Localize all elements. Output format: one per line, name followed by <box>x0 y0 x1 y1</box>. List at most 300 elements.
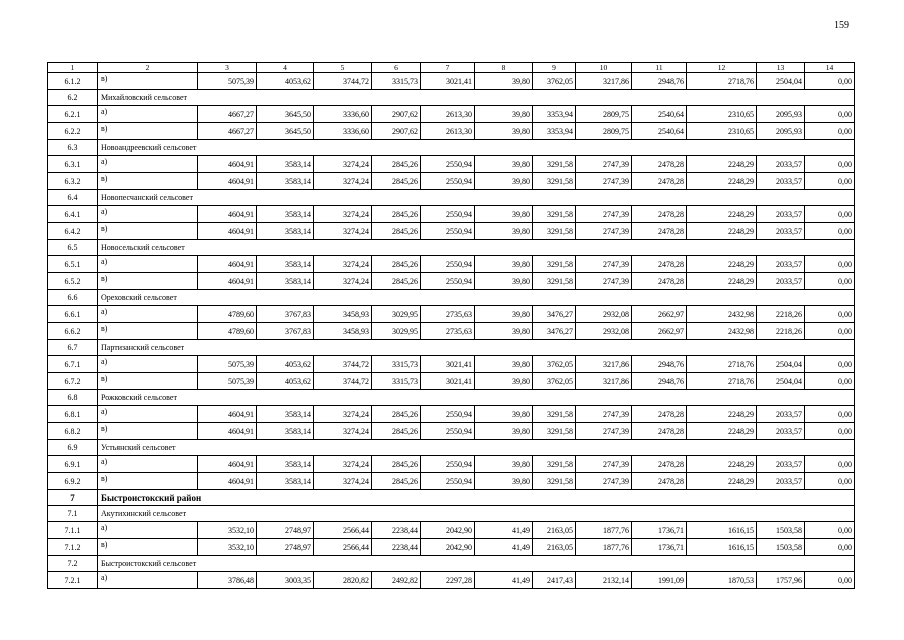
value-cell: 2042,90 <box>421 522 475 539</box>
value-cell: 2662,97 <box>632 306 687 323</box>
row-code: 6.9.2 <box>48 473 98 490</box>
value-cell: 39,80 <box>475 356 533 373</box>
value-cell: 3583,14 <box>257 473 314 490</box>
section-header-row <box>48 140 855 156</box>
value-cell: 3274,24 <box>314 206 372 223</box>
section-title: Новопесчанский сельсовет <box>98 190 855 206</box>
value-cell: 2948,76 <box>632 73 687 90</box>
value-cell: 2033,57 <box>757 473 805 490</box>
value-cell: 0,00 <box>805 423 855 440</box>
value-cell: 3353,94 <box>533 106 576 123</box>
value-cell: 39,80 <box>475 306 533 323</box>
value-cell: 3291,58 <box>533 456 576 473</box>
value-cell: 3291,58 <box>533 256 576 273</box>
value-cell: 2747,39 <box>576 473 632 490</box>
value-cell: 2478,28 <box>632 156 687 173</box>
row-code: 6.7.2 <box>48 373 98 390</box>
value-cell: 4053,62 <box>257 373 314 390</box>
value-cell: 2550,94 <box>421 473 475 490</box>
value-cell: 2248,29 <box>687 223 757 240</box>
value-cell: 2948,76 <box>632 373 687 390</box>
row-subitem: в) <box>98 123 198 140</box>
value-cell: 3217,86 <box>576 373 632 390</box>
row-subitem: а) <box>98 156 198 173</box>
value-cell: 2248,29 <box>687 206 757 223</box>
value-cell: 0,00 <box>805 373 855 390</box>
value-cell: 2042,90 <box>421 539 475 556</box>
value-cell: 2033,57 <box>757 223 805 240</box>
value-cell: 5075,39 <box>198 73 257 90</box>
row-subitem: а) <box>98 572 198 589</box>
value-cell: 2550,94 <box>421 223 475 240</box>
value-cell: 0,00 <box>805 106 855 123</box>
row-code: 6.1.2 <box>48 73 98 90</box>
value-cell: 2932,08 <box>576 306 632 323</box>
value-cell: 1877,76 <box>576 539 632 556</box>
row-code: 7 <box>48 490 98 506</box>
value-cell: 3291,58 <box>533 223 576 240</box>
value-cell: 2809,75 <box>576 106 632 123</box>
table-row <box>48 423 855 440</box>
row-code: 6.2.1 <box>48 106 98 123</box>
value-cell: 3762,05 <box>533 356 576 373</box>
value-cell: 2747,39 <box>576 206 632 223</box>
value-cell: 2747,39 <box>576 173 632 190</box>
value-cell: 4604,91 <box>198 173 257 190</box>
value-cell: 3274,24 <box>314 156 372 173</box>
value-cell: 3274,24 <box>314 223 372 240</box>
row-code: 6.8.1 <box>48 406 98 423</box>
value-cell: 2478,28 <box>632 256 687 273</box>
value-cell: 2297,28 <box>421 572 475 589</box>
value-cell: 41,49 <box>475 539 533 556</box>
value-cell: 3021,41 <box>421 373 475 390</box>
value-cell: 2504,04 <box>757 356 805 373</box>
value-cell: 2747,39 <box>576 406 632 423</box>
table-row <box>48 123 855 140</box>
value-cell: 3336,60 <box>314 106 372 123</box>
value-cell: 2238,44 <box>372 539 421 556</box>
value-cell: 0,00 <box>805 406 855 423</box>
value-cell: 3583,14 <box>257 206 314 223</box>
value-cell: 0,00 <box>805 473 855 490</box>
value-cell: 5075,39 <box>198 356 257 373</box>
value-cell: 2845,26 <box>372 223 421 240</box>
value-cell: 0,00 <box>805 539 855 556</box>
row-code: 6.8.2 <box>48 423 98 440</box>
value-cell: 1877,76 <box>576 522 632 539</box>
section-title: Михайловский сельсовет <box>98 90 855 106</box>
value-cell: 0,00 <box>805 522 855 539</box>
value-cell: 3762,05 <box>533 373 576 390</box>
value-cell: 2845,26 <box>372 423 421 440</box>
value-cell: 2248,29 <box>687 473 757 490</box>
value-cell: 3291,58 <box>533 206 576 223</box>
value-cell: 3274,24 <box>314 456 372 473</box>
row-subitem: а) <box>98 406 198 423</box>
column-number-cell: 8 <box>475 63 533 73</box>
value-cell: 0,00 <box>805 223 855 240</box>
row-code: 6.2 <box>48 90 98 106</box>
value-cell: 4604,91 <box>198 456 257 473</box>
value-cell: 2478,28 <box>632 206 687 223</box>
value-cell: 3291,58 <box>533 473 576 490</box>
value-cell: 3458,93 <box>314 323 372 340</box>
value-cell: 2248,29 <box>687 273 757 290</box>
row-subitem: в) <box>98 73 198 90</box>
value-cell: 2417,43 <box>533 572 576 589</box>
value-cell: 3786,48 <box>198 572 257 589</box>
value-cell: 0,00 <box>805 323 855 340</box>
value-cell: 3583,14 <box>257 273 314 290</box>
column-number-cell: 5 <box>314 63 372 73</box>
table-row <box>48 572 855 589</box>
value-cell: 3274,24 <box>314 273 372 290</box>
value-cell: 0,00 <box>805 572 855 589</box>
value-cell: 39,80 <box>475 73 533 90</box>
row-subitem: в) <box>98 173 198 190</box>
table-row <box>48 323 855 340</box>
value-cell: 2845,26 <box>372 406 421 423</box>
value-cell: 39,80 <box>475 156 533 173</box>
row-code: 6.9 <box>48 440 98 456</box>
value-cell: 3645,50 <box>257 123 314 140</box>
value-cell: 39,80 <box>475 406 533 423</box>
value-cell: 4604,91 <box>198 406 257 423</box>
section-header-row <box>48 440 855 456</box>
column-number-cell: 2 <box>98 63 198 73</box>
row-subitem: в) <box>98 539 198 556</box>
value-cell: 0,00 <box>805 206 855 223</box>
value-cell: 4604,91 <box>198 273 257 290</box>
value-cell: 3645,50 <box>257 106 314 123</box>
value-cell: 4667,27 <box>198 106 257 123</box>
value-cell: 3583,14 <box>257 456 314 473</box>
value-cell: 2478,28 <box>632 456 687 473</box>
value-cell: 3315,73 <box>372 73 421 90</box>
table-row <box>48 539 855 556</box>
row-subitem: а) <box>98 522 198 539</box>
value-cell: 2248,29 <box>687 423 757 440</box>
table-body <box>48 63 855 589</box>
section-header-row <box>48 390 855 406</box>
value-cell: 3767,83 <box>257 323 314 340</box>
table-row <box>48 522 855 539</box>
value-cell: 1503,58 <box>757 522 805 539</box>
value-cell: 4604,91 <box>198 156 257 173</box>
section-title: Быстроистокский район <box>98 490 855 506</box>
value-cell: 2747,39 <box>576 456 632 473</box>
value-cell: 2095,93 <box>757 106 805 123</box>
row-subitem: а) <box>98 106 198 123</box>
row-code: 6.4 <box>48 190 98 206</box>
table-row <box>48 356 855 373</box>
value-cell: 3583,14 <box>257 423 314 440</box>
value-cell: 3291,58 <box>533 423 576 440</box>
column-number-cell: 9 <box>533 63 576 73</box>
row-subitem: в) <box>98 273 198 290</box>
table-row <box>48 473 855 490</box>
value-cell: 3583,14 <box>257 406 314 423</box>
table-row <box>48 73 855 90</box>
value-cell: 3274,24 <box>314 406 372 423</box>
section-title: Акутихинский сельсовет <box>98 506 855 522</box>
value-cell: 2550,94 <box>421 156 475 173</box>
value-cell: 2478,28 <box>632 423 687 440</box>
value-cell: 39,80 <box>475 373 533 390</box>
row-code: 7.2.1 <box>48 572 98 589</box>
value-cell: 39,80 <box>475 123 533 140</box>
value-cell: 3583,14 <box>257 173 314 190</box>
value-cell: 3274,24 <box>314 256 372 273</box>
value-cell: 3583,14 <box>257 223 314 240</box>
section-header-row <box>48 90 855 106</box>
row-subitem: а) <box>98 456 198 473</box>
row-code: 6.5 <box>48 240 98 256</box>
row-code: 7.1.2 <box>48 539 98 556</box>
value-cell: 1870,53 <box>687 572 757 589</box>
section-header-row <box>48 190 855 206</box>
table-row <box>48 273 855 290</box>
value-cell: 4604,91 <box>198 256 257 273</box>
value-cell: 2478,28 <box>632 473 687 490</box>
section-header-row <box>48 290 855 306</box>
table-row <box>48 173 855 190</box>
value-cell: 39,80 <box>475 423 533 440</box>
value-cell: 2735,63 <box>421 306 475 323</box>
value-cell: 2932,08 <box>576 323 632 340</box>
value-cell: 3476,27 <box>533 306 576 323</box>
value-cell: 2033,57 <box>757 456 805 473</box>
value-cell: 2033,57 <box>757 173 805 190</box>
column-number-row <box>48 63 855 73</box>
value-cell: 2735,63 <box>421 323 475 340</box>
row-subitem: в) <box>98 423 198 440</box>
section-header-row <box>48 490 855 506</box>
value-cell: 41,49 <box>475 572 533 589</box>
section-header-row <box>48 340 855 356</box>
table-row <box>48 306 855 323</box>
value-cell: 1991,09 <box>632 572 687 589</box>
row-code: 6.6.2 <box>48 323 98 340</box>
value-cell: 39,80 <box>475 173 533 190</box>
value-cell: 2033,57 <box>757 206 805 223</box>
section-title: Ореховский сельсовет <box>98 290 855 306</box>
value-cell: 0,00 <box>805 173 855 190</box>
value-cell: 3003,35 <box>257 572 314 589</box>
row-code: 6.6.1 <box>48 306 98 323</box>
value-cell: 2550,94 <box>421 256 475 273</box>
column-number-cell: 14 <box>805 63 855 73</box>
row-subitem: в) <box>98 473 198 490</box>
value-cell: 3458,93 <box>314 306 372 323</box>
value-cell: 3291,58 <box>533 273 576 290</box>
row-code: 6.9.1 <box>48 456 98 473</box>
row-subitem: в) <box>98 323 198 340</box>
section-header-row <box>48 506 855 522</box>
value-cell: 2033,57 <box>757 406 805 423</box>
value-cell: 2095,93 <box>757 123 805 140</box>
value-cell: 2310,65 <box>687 106 757 123</box>
value-cell: 3767,83 <box>257 306 314 323</box>
value-cell: 2747,39 <box>576 256 632 273</box>
value-cell: 39,80 <box>475 223 533 240</box>
section-header-row <box>48 240 855 256</box>
row-subitem: в) <box>98 373 198 390</box>
value-cell: 2163,05 <box>533 522 576 539</box>
row-code: 6.6 <box>48 290 98 306</box>
value-cell: 3217,86 <box>576 356 632 373</box>
value-cell: 2566,44 <box>314 539 372 556</box>
value-cell: 3315,73 <box>372 373 421 390</box>
value-cell: 2845,26 <box>372 273 421 290</box>
value-cell: 2820,82 <box>314 572 372 589</box>
value-cell: 2566,44 <box>314 522 372 539</box>
column-number-cell: 4 <box>257 63 314 73</box>
column-number-cell: 11 <box>632 63 687 73</box>
value-cell: 2748,97 <box>257 539 314 556</box>
value-cell: 3021,41 <box>421 73 475 90</box>
row-code: 7.2 <box>48 556 98 572</box>
value-cell: 3744,72 <box>314 356 372 373</box>
row-code: 6.3.1 <box>48 156 98 173</box>
row-code: 6.7.1 <box>48 356 98 373</box>
value-cell: 2218,26 <box>757 306 805 323</box>
value-cell: 2504,04 <box>757 373 805 390</box>
value-cell: 39,80 <box>475 456 533 473</box>
value-cell: 3315,73 <box>372 356 421 373</box>
row-code: 6.3 <box>48 140 98 156</box>
value-cell: 0,00 <box>805 306 855 323</box>
value-cell: 4053,62 <box>257 73 314 90</box>
section-title: Быстроистокский сельсовет <box>98 556 855 572</box>
value-cell: 2718,76 <box>687 73 757 90</box>
value-cell: 2540,64 <box>632 106 687 123</box>
row-code: 6.8 <box>48 390 98 406</box>
value-cell: 1736,71 <box>632 522 687 539</box>
value-cell: 3274,24 <box>314 173 372 190</box>
value-cell: 4604,91 <box>198 223 257 240</box>
value-cell: 3291,58 <box>533 406 576 423</box>
value-cell: 2718,76 <box>687 356 757 373</box>
value-cell: 2748,97 <box>257 522 314 539</box>
value-cell: 2540,64 <box>632 123 687 140</box>
value-cell: 39,80 <box>475 106 533 123</box>
value-cell: 1616,15 <box>687 539 757 556</box>
value-cell: 3217,86 <box>576 73 632 90</box>
value-cell: 3532,10 <box>198 539 257 556</box>
table-row <box>48 156 855 173</box>
value-cell: 1757,96 <box>757 572 805 589</box>
value-cell: 0,00 <box>805 256 855 273</box>
value-cell: 3762,05 <box>533 73 576 90</box>
column-number-cell: 13 <box>757 63 805 73</box>
value-cell: 3274,24 <box>314 423 372 440</box>
value-cell: 2478,28 <box>632 223 687 240</box>
row-code: 7.1.1 <box>48 522 98 539</box>
value-cell: 2132,14 <box>576 572 632 589</box>
value-cell: 2238,44 <box>372 522 421 539</box>
value-cell: 2809,75 <box>576 123 632 140</box>
value-cell: 3476,27 <box>533 323 576 340</box>
value-cell: 4604,91 <box>198 473 257 490</box>
value-cell: 3532,10 <box>198 522 257 539</box>
section-title: Устьянский сельсовет <box>98 440 855 456</box>
value-cell: 3291,58 <box>533 156 576 173</box>
value-cell: 2033,57 <box>757 156 805 173</box>
value-cell: 2478,28 <box>632 173 687 190</box>
row-code: 6.7 <box>48 340 98 356</box>
value-cell: 2550,94 <box>421 206 475 223</box>
value-cell: 2550,94 <box>421 406 475 423</box>
section-title: Новосельский сельсовет <box>98 240 855 256</box>
value-cell: 2845,26 <box>372 456 421 473</box>
table-row <box>48 373 855 390</box>
value-cell: 3336,60 <box>314 123 372 140</box>
value-cell: 2948,76 <box>632 356 687 373</box>
value-cell: 2845,26 <box>372 156 421 173</box>
value-cell: 2613,30 <box>421 106 475 123</box>
value-cell: 2248,29 <box>687 406 757 423</box>
value-cell: 39,80 <box>475 323 533 340</box>
value-cell: 2033,57 <box>757 273 805 290</box>
value-cell: 1736,71 <box>632 539 687 556</box>
value-cell: 2550,94 <box>421 423 475 440</box>
column-number-cell: 6 <box>372 63 421 73</box>
value-cell: 2033,57 <box>757 256 805 273</box>
row-code: 6.5.1 <box>48 256 98 273</box>
value-cell: 3029,95 <box>372 306 421 323</box>
row-code: 6.2.2 <box>48 123 98 140</box>
value-cell: 2432,98 <box>687 306 757 323</box>
page-number: 159 <box>834 20 849 31</box>
row-code: 6.4.1 <box>48 206 98 223</box>
section-title: Партизанский сельсовет <box>98 340 855 356</box>
value-cell: 3583,14 <box>257 156 314 173</box>
value-cell: 2248,29 <box>687 173 757 190</box>
table-row <box>48 256 855 273</box>
value-cell: 39,80 <box>475 256 533 273</box>
value-cell: 2747,39 <box>576 223 632 240</box>
row-code: 6.5.2 <box>48 273 98 290</box>
value-cell: 39,80 <box>475 206 533 223</box>
row-subitem: а) <box>98 256 198 273</box>
value-cell: 3291,58 <box>533 173 576 190</box>
value-cell: 39,80 <box>475 273 533 290</box>
value-cell: 4789,60 <box>198 306 257 323</box>
row-code: 7.1 <box>48 506 98 522</box>
row-subitem: а) <box>98 306 198 323</box>
value-cell: 3583,14 <box>257 256 314 273</box>
value-cell: 0,00 <box>805 123 855 140</box>
table-row <box>48 223 855 240</box>
value-cell: 3744,72 <box>314 73 372 90</box>
value-cell: 2718,76 <box>687 373 757 390</box>
value-cell: 2550,94 <box>421 456 475 473</box>
table-row <box>48 206 855 223</box>
value-cell: 4053,62 <box>257 356 314 373</box>
value-cell: 2478,28 <box>632 273 687 290</box>
value-cell: 3029,95 <box>372 323 421 340</box>
row-subitem: в) <box>98 223 198 240</box>
value-cell: 4604,91 <box>198 423 257 440</box>
value-cell: 2845,26 <box>372 206 421 223</box>
value-cell: 0,00 <box>805 273 855 290</box>
value-cell: 0,00 <box>805 356 855 373</box>
value-cell: 4604,91 <box>198 206 257 223</box>
value-cell: 2248,29 <box>687 156 757 173</box>
value-cell: 3021,41 <box>421 356 475 373</box>
